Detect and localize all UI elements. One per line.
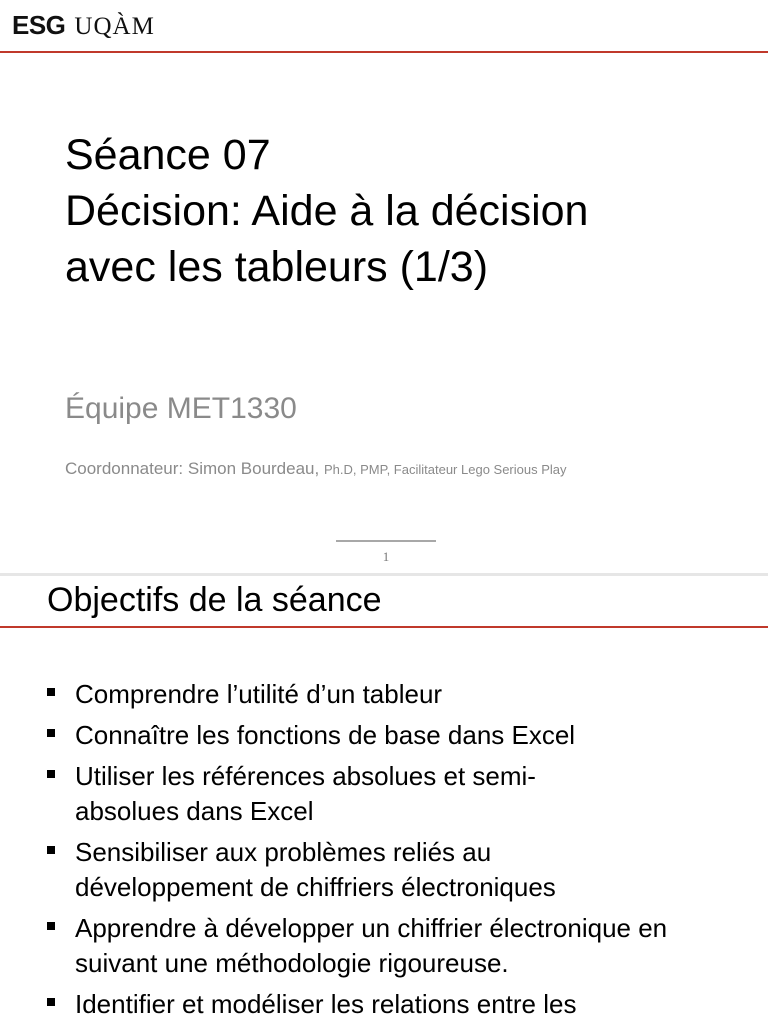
header-rule [0,626,768,628]
square-bullet-icon [47,998,55,1006]
team-subtitle: Équipe MET1330 [65,392,297,425]
list-item [47,911,747,981]
coordinator-line [65,459,567,479]
bullet-text: Connaître les fonctions de base dans Excel [75,720,576,750]
square-bullet-icon [47,688,55,696]
page-number-line [336,540,436,542]
esg-uqam-logo [12,10,155,44]
list-item [47,987,747,1022]
list-item [47,677,747,712]
page-number: 1 [382,549,390,564]
slide-2 [0,576,768,1024]
square-bullet-icon [47,846,55,854]
title-line-1: Séance 07 [65,131,271,179]
bullet-text: Utiliser les références absolues et semi-absolues dans Excel [75,761,536,826]
objectives-list [47,677,747,1024]
square-bullet-icon [47,770,55,778]
coordinator-credentials: Ph.D, PMP, Facilitateur Lego Serious Play [323,462,567,477]
square-bullet-icon [47,729,55,737]
bullet-text: Sensibiliser aux problèmes reliés au développement de chiffriers électroniques [75,837,556,902]
list-item [47,835,747,905]
coordinator-main: Coordonnateur: Simon Bourdeau, [65,459,320,478]
bullet-text: Identifier et modéliser les relations entre les [75,989,577,1019]
list-item [47,718,747,753]
logo-uqam-text: UQÀM [74,13,155,40]
square-bullet-icon [47,922,55,930]
bullet-text: Apprendre à développer un chiffrier électronique en suivant une méthodologie rigoureuse. [75,913,668,978]
title-line-2: Décision: Aide à la décision [65,187,589,235]
list-item [47,759,747,829]
logo-esg-text: ESG [12,10,66,40]
slide-title [65,127,745,295]
header-rule [0,51,768,53]
title-line-3: avec les tableurs (1/3) [65,243,489,291]
bullet-text: Comprendre l’utilité d’un tableur [75,679,443,709]
objectives-title: Objectifs de la séance [47,581,382,619]
